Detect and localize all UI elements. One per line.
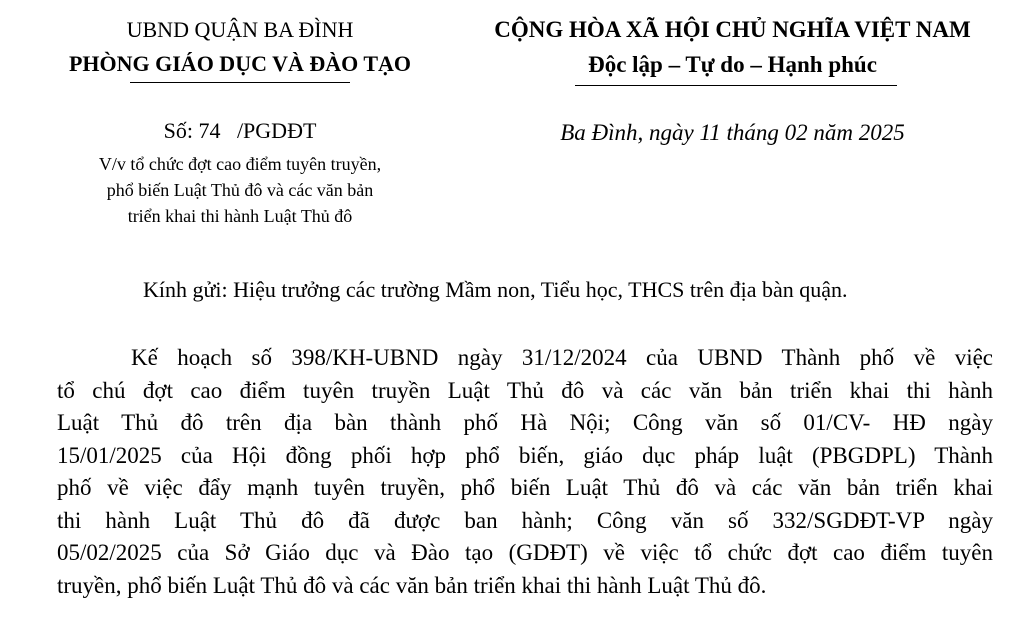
authority-underline bbox=[130, 82, 350, 83]
recipient-line: Kính gửi: Hiệu trưởng các trường Mầm non, Tiểu học, THCS trên địa bàn quận. bbox=[143, 277, 848, 302]
issuing-authority-parent: UBND QUẬN BA ĐÌNH bbox=[126, 17, 354, 42]
body-line: Luật Thủ đô trên địa bàn thành phố Hà Nội; Công văn số 01/CV- HĐ ngày bbox=[57, 410, 993, 435]
body-line: 15/01/2025 của Hội đồng phối hợp phổ biến, giáo dục pháp luật (PBGDPL) Thành bbox=[57, 442, 993, 468]
body-line: tổ chú đợt cao điểm tuyên truyền Luật Thủ đô và các văn bản triển khai thi hành bbox=[57, 377, 993, 403]
body-line: phố về việc đẩy mạnh tuyên truyền, phổ biến Luật Thủ đô và các văn bản triển khai bbox=[57, 475, 993, 500]
subject-line: triển khai thi hành Luật Thủ đô bbox=[127, 206, 353, 226]
national-title: CỘNG HÒA XÃ HỘI CHỦ NGHĨA VIỆT NAM bbox=[494, 17, 971, 42]
document-number: Số: 74 /PGDĐT bbox=[163, 118, 317, 143]
subject-line: V/v tổ chức đợt cao điểm tuyên truyền, bbox=[98, 154, 382, 174]
body-paragraph bbox=[57, 342, 993, 602]
national-motto: Độc lập – Tự do – Hạnh phúc bbox=[588, 52, 877, 77]
issuing-authority-name: PHÒNG GIÁO DỤC VÀ ĐÀO TẠO bbox=[68, 51, 412, 76]
document-subject bbox=[30, 151, 450, 229]
body-line: Kế hoạch số 398/KH-UBND ngày 31/12/2024 của UBND Thành phố về việc bbox=[131, 345, 993, 370]
body-line: thi hành Luật Thủ đô đã được ban hành; Công văn số 332/SGDĐT-VP ngày bbox=[57, 507, 993, 533]
subject-line: phổ biến Luật Thủ đô và các văn bản bbox=[106, 180, 374, 200]
place-and-date: Ba Đình, ngày 11 tháng 02 năm 2025 bbox=[560, 120, 905, 145]
body-line: truyền, phổ biến Luật Thủ đô và các văn bản triển khai thi hành Luật Thủ đô. bbox=[57, 572, 767, 598]
body-line: 05/02/2025 của Sở Giáo dục và Đào tạo (GDĐT) về việc tổ chức đợt cao điểm tuyên bbox=[57, 540, 993, 565]
motto-underline bbox=[575, 85, 897, 86]
